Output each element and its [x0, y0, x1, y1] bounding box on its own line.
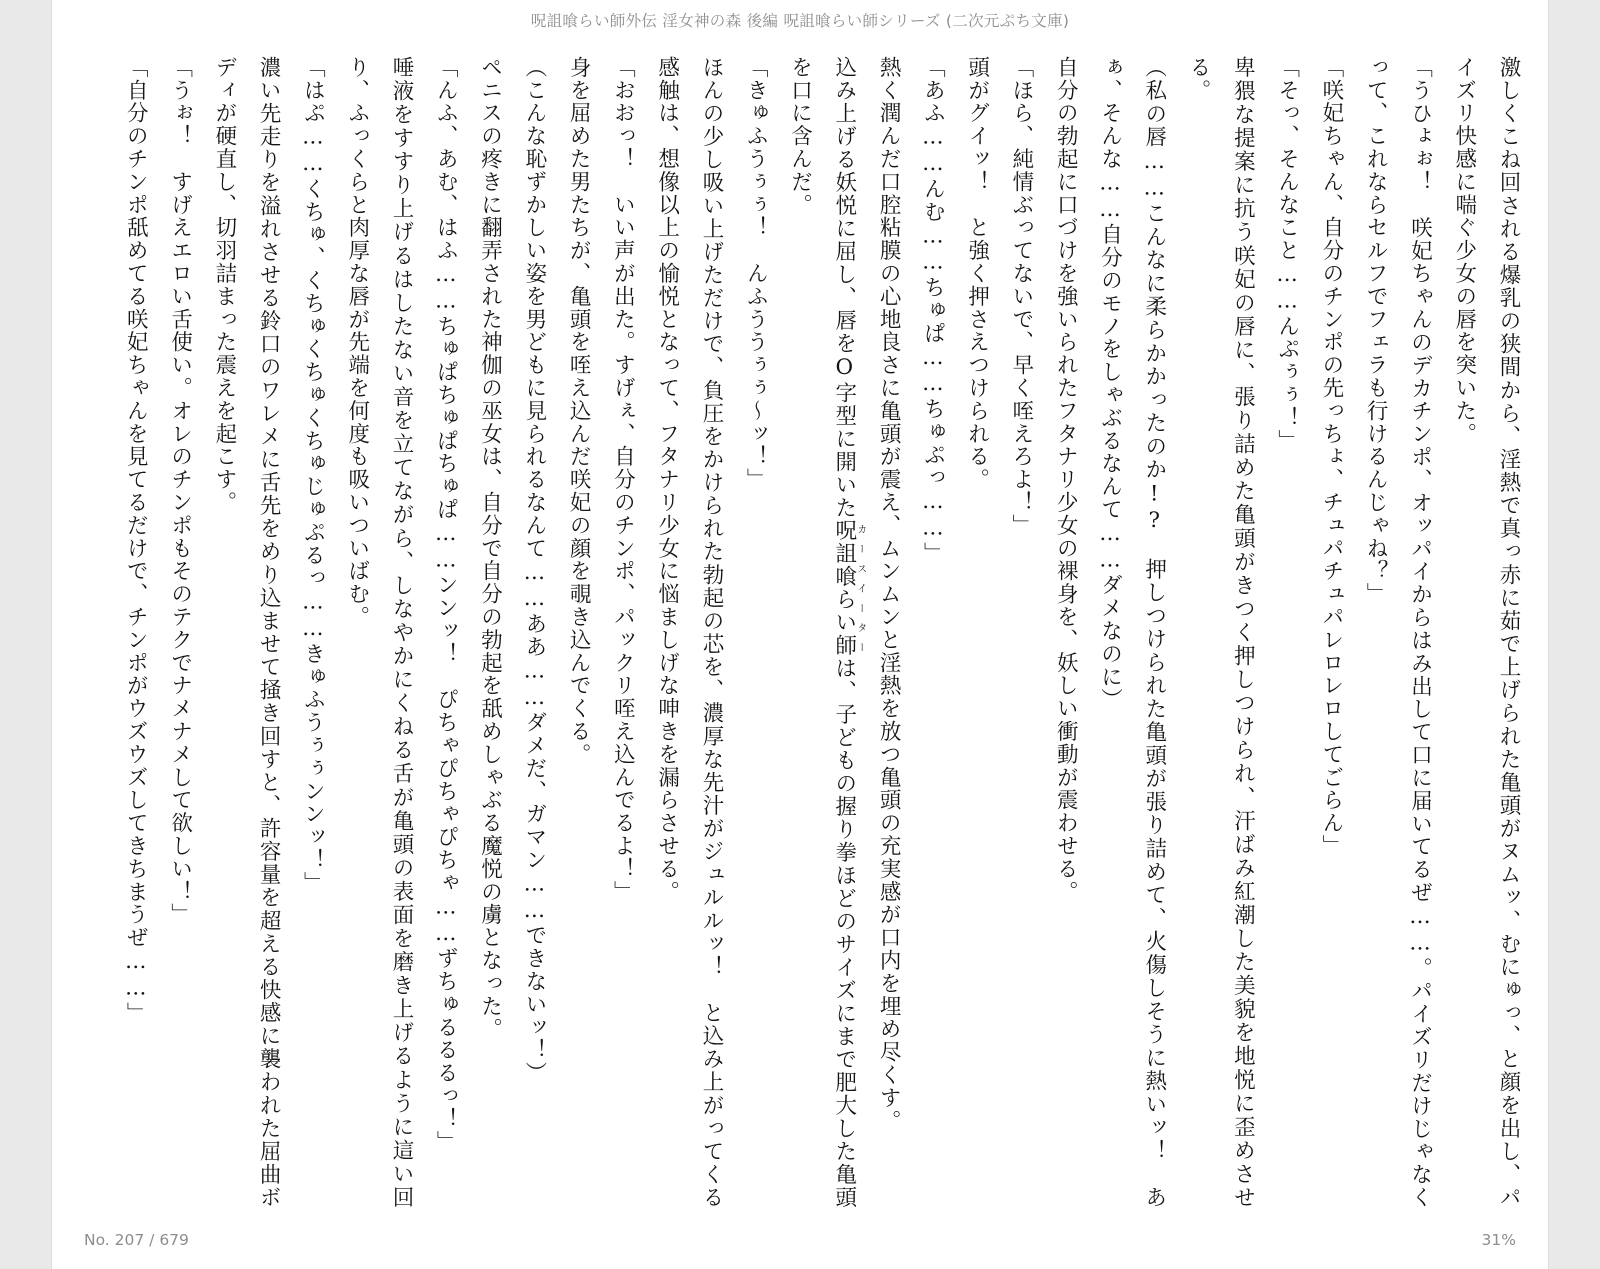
paragraph: 「ほら、純情ぶってないで、早く咥えろよ！」 — [1008, 56, 1034, 537]
vertical-text-column — [72, 56, 1530, 1209]
paragraph-with-ruby: 込み上げる妖悦に屈し、唇をO字型に開いた呪詛喰らい師カースイーターは、子どもの握り拳ほどのサイズにまで肥大した亀頭を口に含んだ。 — [787, 56, 866, 1209]
paragraph: 熱く潤んだ口腔粘膜の心地良さに亀頭が震え、ムンムンと淫熱を放つ亀頭の充実感が口内を埋め尽くす。 — [876, 56, 902, 1133]
paragraph: 「咲妃ちゃん、自分のチンポの先っちょ、チュパチュパレロレロしてごらん」 — [1318, 56, 1344, 858]
page-footer — [52, 1223, 1548, 1269]
paragraph: ほんの少し吸い上げただけで、負圧をかけられた勃起の芯を、濃厚な先汁がジュルルッ！ と込み上がってくる感触は、想像以上の愉悦となって、フタナリ少女に悩ましげな呻きを漏らさせる。 — [654, 56, 724, 1209]
paragraph: 激しくこね回される爆乳の狭間から、淫熱で真っ赤に茹で上げられた亀頭がヌムッ、むにゅっ、と顔を出し、パイズリ快感に喘ぐ少女の唇を突いた。 — [1451, 56, 1521, 1209]
paragraph: 頭がグイッ！ と強く押さえつけられる。 — [964, 56, 990, 492]
paragraph: 「んふ、あむ、はふ……ちゅぱちゅぱちゅぱ……ンンッ！ ぴちゃぴちゃぴちゃ……ずちゅるるるっ！」 — [433, 56, 459, 1154]
paragraph: 「あふ……んむ……ちゅぱ……ちゅぷっ……」 — [920, 56, 946, 565]
paragraph: 「うひょぉ！ 咲妃ちゃんのデカチンポ、オッパイからはみ出して口に届いてるぜ……。パイズリだけじゃなくって、これならセルフでフェラも行けるんじゃね？」 — [1363, 56, 1433, 1209]
page-number-label: No. 207 / 679 — [84, 1231, 189, 1249]
paragraph: 「うぉ！ すげえエロい舌使い。オレのチンポもそのテクでナメナメして欲しい！」 — [167, 56, 193, 927]
page-body — [72, 56, 1530, 1209]
paragraph: 唾液をすすり上げるはしたない音を立てながら、しなやかにくねる舌が亀頭の表面を磨き上げるように這い回り、ふっくらと肉厚な唇が先端を何度も吸いついばむ。 — [344, 56, 414, 1209]
paragraph: （私の唇……こんなに柔らかかったのか!? 押しつけられた亀頭が張り詰めて、火傷しそうに熱いッ！ あぁ、そんな……自分のモノをしゃぶるなんて……ダメなのに） — [1097, 56, 1167, 1209]
ruby-annotation: 呪詛喰らい師カースイーター — [831, 519, 866, 658]
paragraph: 「おおっ！ いい声が出た。すげぇ、自分のチンポ、パックリ咥え込んでるよ！」 — [610, 56, 636, 904]
paragraph: 「そっ、そんなこと……んぷぅぅ！」 — [1274, 56, 1300, 453]
progress-percent-label: 31% — [1481, 1231, 1516, 1249]
paragraph: 身を屈めた男たちが、亀頭を咥え込んだ咲妃の顔を覗き込んでくる。 — [566, 56, 592, 766]
paragraph: 自分の勃起に口づけを強いられたフタナリ少女の裸身を、妖しい衝動が震わせる。 — [1053, 56, 1079, 904]
paragraph: 「はぷ……くちゅ、くちゅくちゅくちゅじゅぷるっ……きゅふうぅぅンンッ！」 — [300, 56, 326, 895]
paragraph: （こんな恥ずかしい姿を男どもに見られるなんて……ああ……ダメだ、ガマン……できないッ！） — [521, 56, 547, 1085]
paragraph: 濃い先走りを溢れさせる鈴口のワレメに舌先をめり込ませて掻き回すと、許容量を超える快感に襲われた屈曲ボディが硬直し、切羽詰まった震えを起こす。 — [211, 56, 282, 1209]
paragraph: ペニスの疼きに翻弄された神伽の巫女は、自分で自分の勃起を舐めしゃぶる魔悦の虜となった。 — [477, 56, 503, 1041]
paragraph: 「きゅふうぅぅ！ んふううぅぅ～ッ！」 — [743, 56, 769, 492]
book-title-header: 呪詛喰らい師外伝 淫女神の森 後編 呪詛喰らい師シリーズ (二次元ぷち文庫) — [530, 12, 1070, 30]
paragraph: 「自分のチンポ舐めてる咲妃ちゃんを見てるだけで、チンポがウズウズしてきちまうぜ……」 — [123, 56, 149, 1025]
book-page — [52, 0, 1548, 1269]
paragraph: 卑猥な提案に抗う咲妃の唇に、張り詰めた亀頭がきつく押しつけられ、汗ばみ紅潮した美貌を地悦に歪めさせる。 — [1186, 56, 1256, 1209]
